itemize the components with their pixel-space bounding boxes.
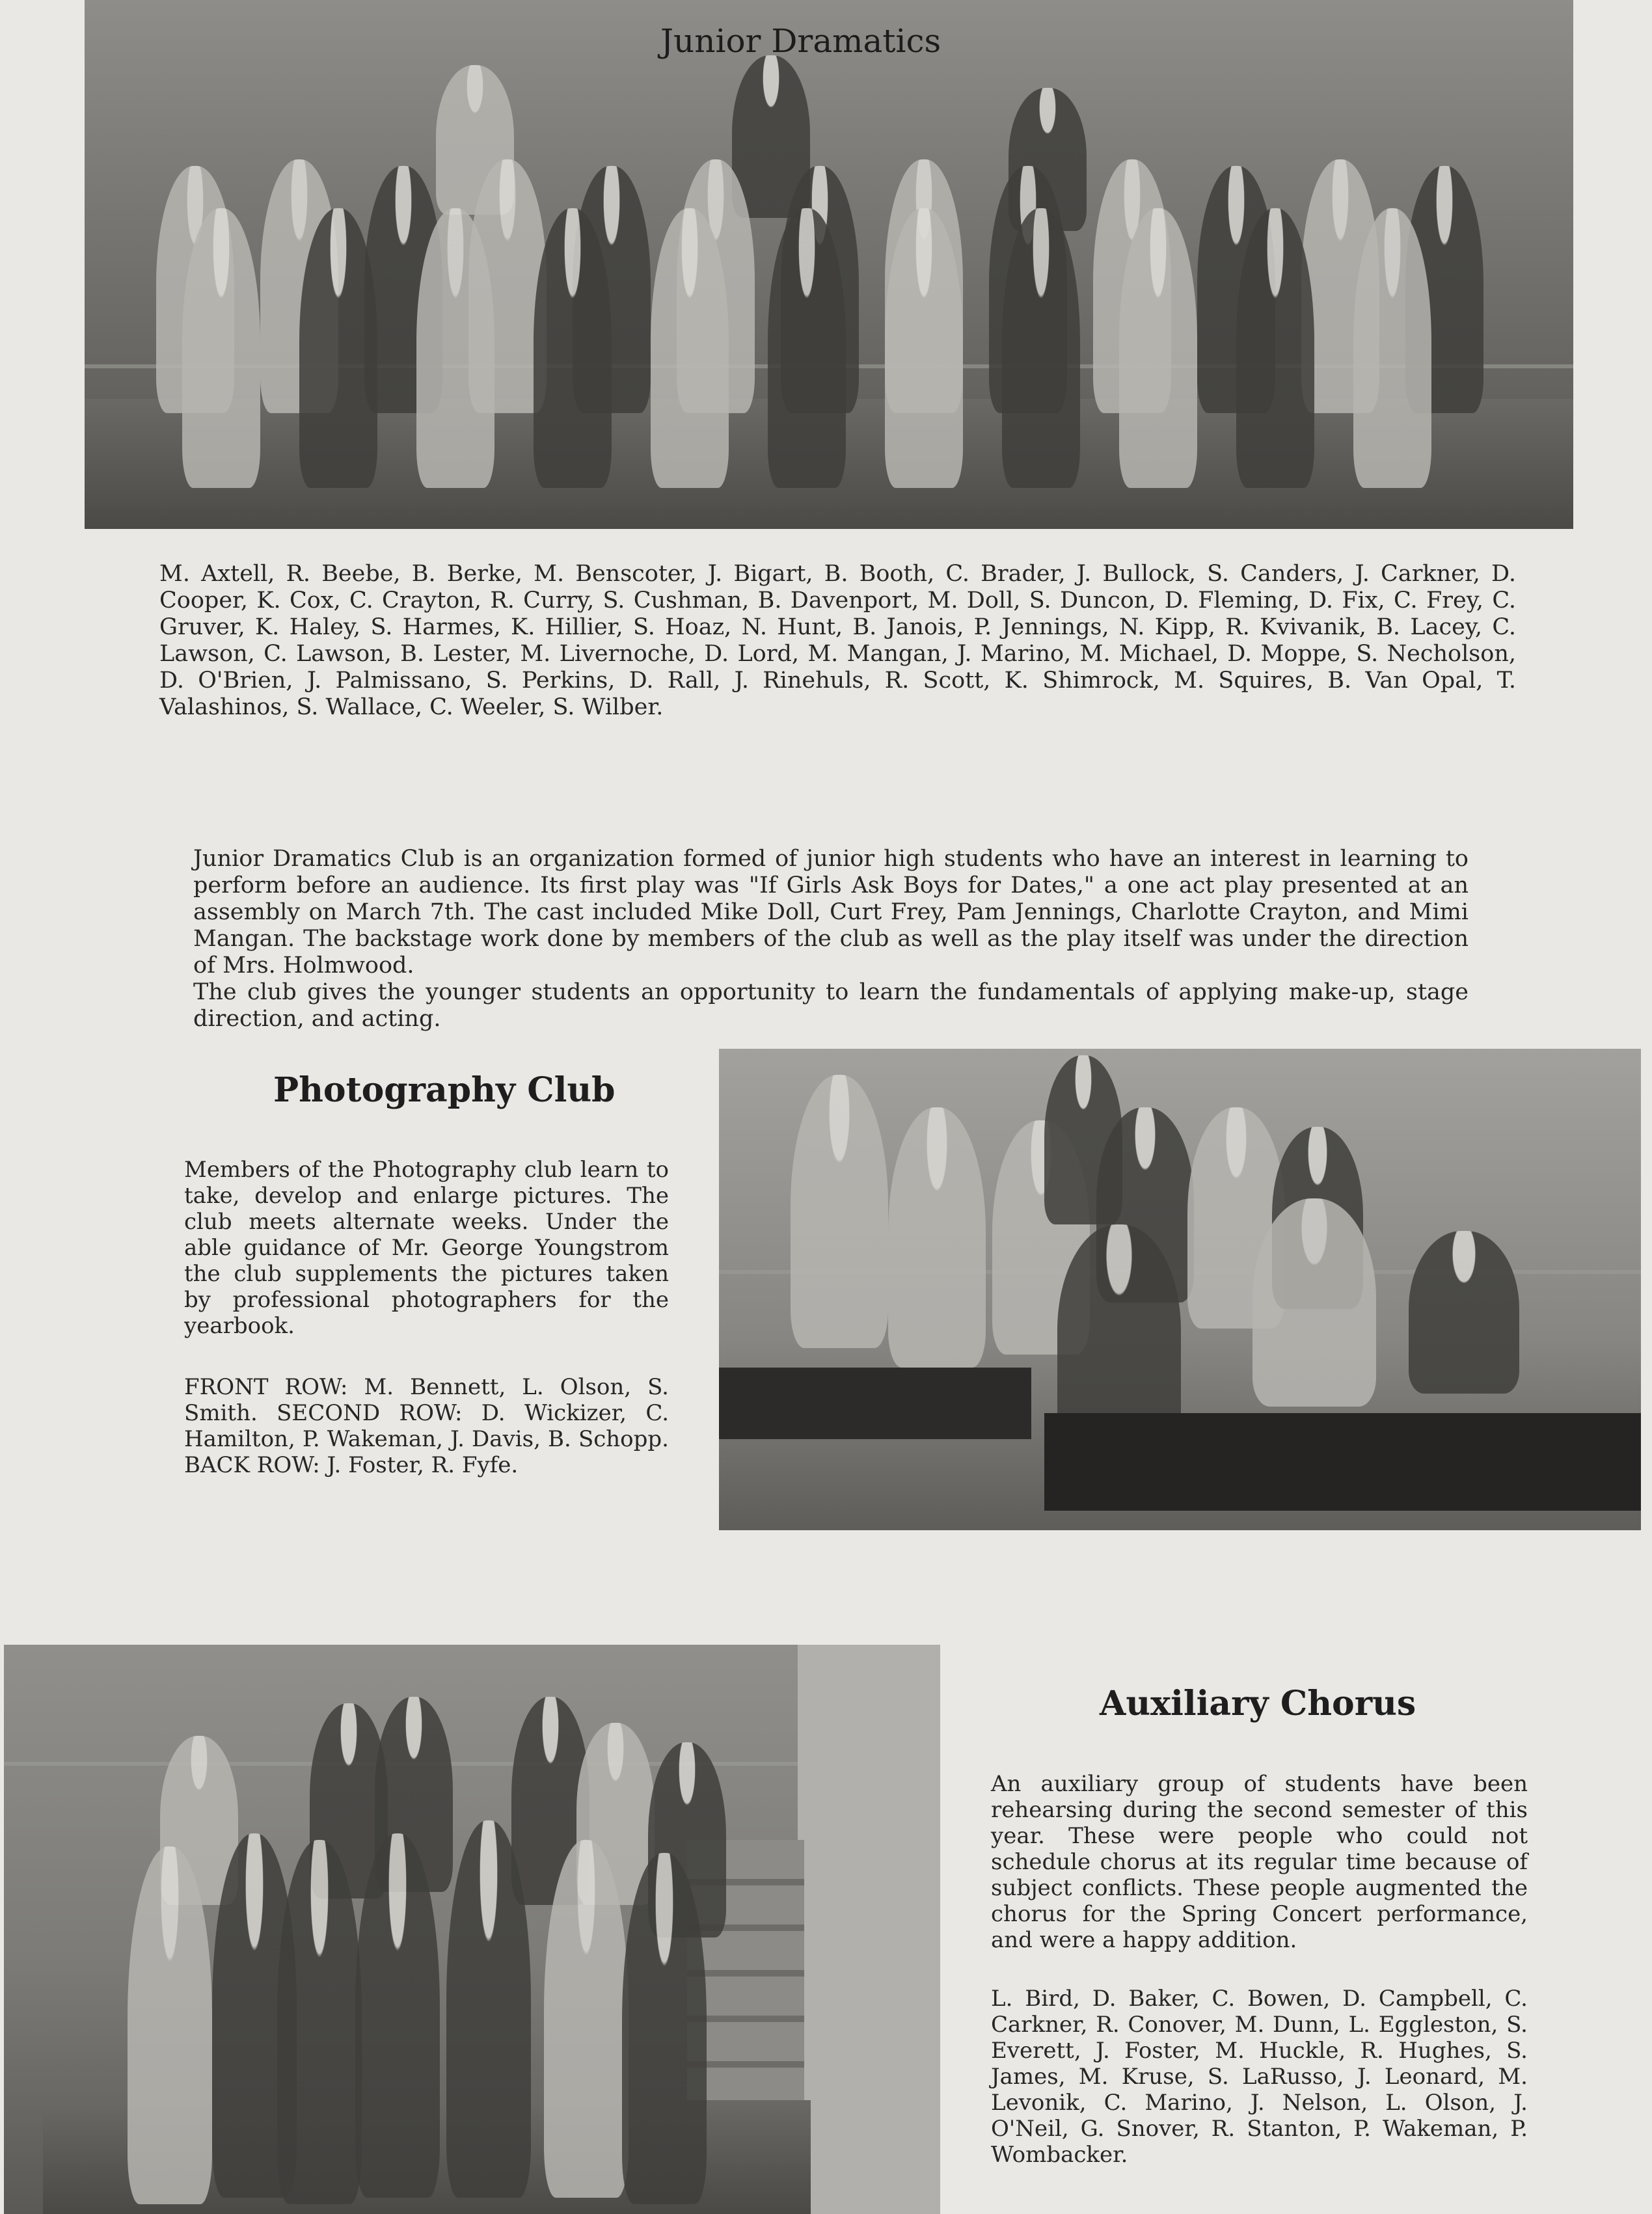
junior-dramatics-description	[193, 846, 1469, 1033]
photography-club-title: Photography Club	[273, 1070, 616, 1110]
junior-dramatics-photo	[85, 0, 1573, 529]
junior-dramatics-members: M. Axtell, R. Beebe, B. Berke, M. Benscoter, J. Bigart, B. Booth, C. Brader, J. Bullock, S. Canders, J. Carkner, D. Cooper, K. Cox, C. Crayton, R. Curry, S. Cushman, B. Davenport, M. Doll, S. Duncon, D. Fleming, D. Fix, C. Frey, C. Gruver, K. Haley, S. Harmes, K. Hillier, S. Hoaz, N. Hunt, B. Janois, P. Jennings, N. Kipp, R. Kvivanik, B. Lacey, C. Lawson, C. Lawson, B. Lester, M. Livernoche, D. Lord, M. Mangan, J. Marino, M. Michael, D. Moppe, S. Necholson, D. O'Brien, J. Palmissano, S. Perkins, D. Rall, J. Rinehuls, R. Scott, K. Shimrock, M. Squires, B. Van Opal, T. Valashinos, S. Wallace, C. Weeler, S. Wilber.	[159, 561, 1516, 720]
auxiliary-chorus-title: Auxiliary Chorus	[1100, 1684, 1416, 1723]
junior-dramatics-description-1: Junior Dramatics Club is an organization formed of junior high students who have an interest in learning to perform before an audience. Its first play was "If Girls Ask Boys for Dates," a one act play presented at an assembly on March 7th. The cast included Mike Doll, Curt Frey, Pam Jennings, Charlotte Crayton, and Mimi Mangan. The backstage work done by members of the club as well as the play itself was under the direction of Mrs. Holmwood.	[193, 846, 1469, 979]
auxiliary-chorus-description: An auxiliary group of students have been rehearsing during the second semester of this year. These were people who could not schedule chorus at its regular time because of subject conflicts. These people augmented the chorus for the Spring Concert performance, and were a happy addition.	[991, 1771, 1528, 1953]
photography-club-members: FRONT ROW: M. Bennett, L. Olson, S. Smith. SECOND ROW: D. Wickizer, C. Hamilton, P. Wakeman, J. Davis, B. Schopp. BACK ROW: J. Foster, R. Fyfe.	[184, 1374, 669, 1478]
junior-dramatics-title: Junior Dramatics	[660, 22, 941, 60]
auxiliary-chorus-members: L. Bird, D. Baker, C. Bowen, D. Campbell, C. Carkner, R. Conover, M. Dunn, L. Eggleston, S. Everett, J. Foster, M. Huckle, R. Hughes, S. James, M. Kruse, S. LaRusso, J. Leonard, M. Levonik, C. Marino, J. Nelson, L. Olson, J. O'Neil, G. Snover, R. Stanton, P. Wakeman, P. Wombacker.	[991, 1986, 1528, 2168]
photography-club-description: Members of the Photography club learn to take, develop and enlarge pictures. The club meets alternate weeks. Under the able guidance of Mr. George Youngstrom the club supplements the pictures taken by professional photographers for the yearbook.	[184, 1157, 669, 1339]
auxiliary-chorus-photo	[4, 1645, 940, 2214]
junior-dramatics-description-2: The club gives the younger students an opportunity to learn the fundamentals of applying make-up, stage direction, and acting.	[193, 979, 1469, 1032]
photography-club-photo	[719, 1049, 1641, 1530]
